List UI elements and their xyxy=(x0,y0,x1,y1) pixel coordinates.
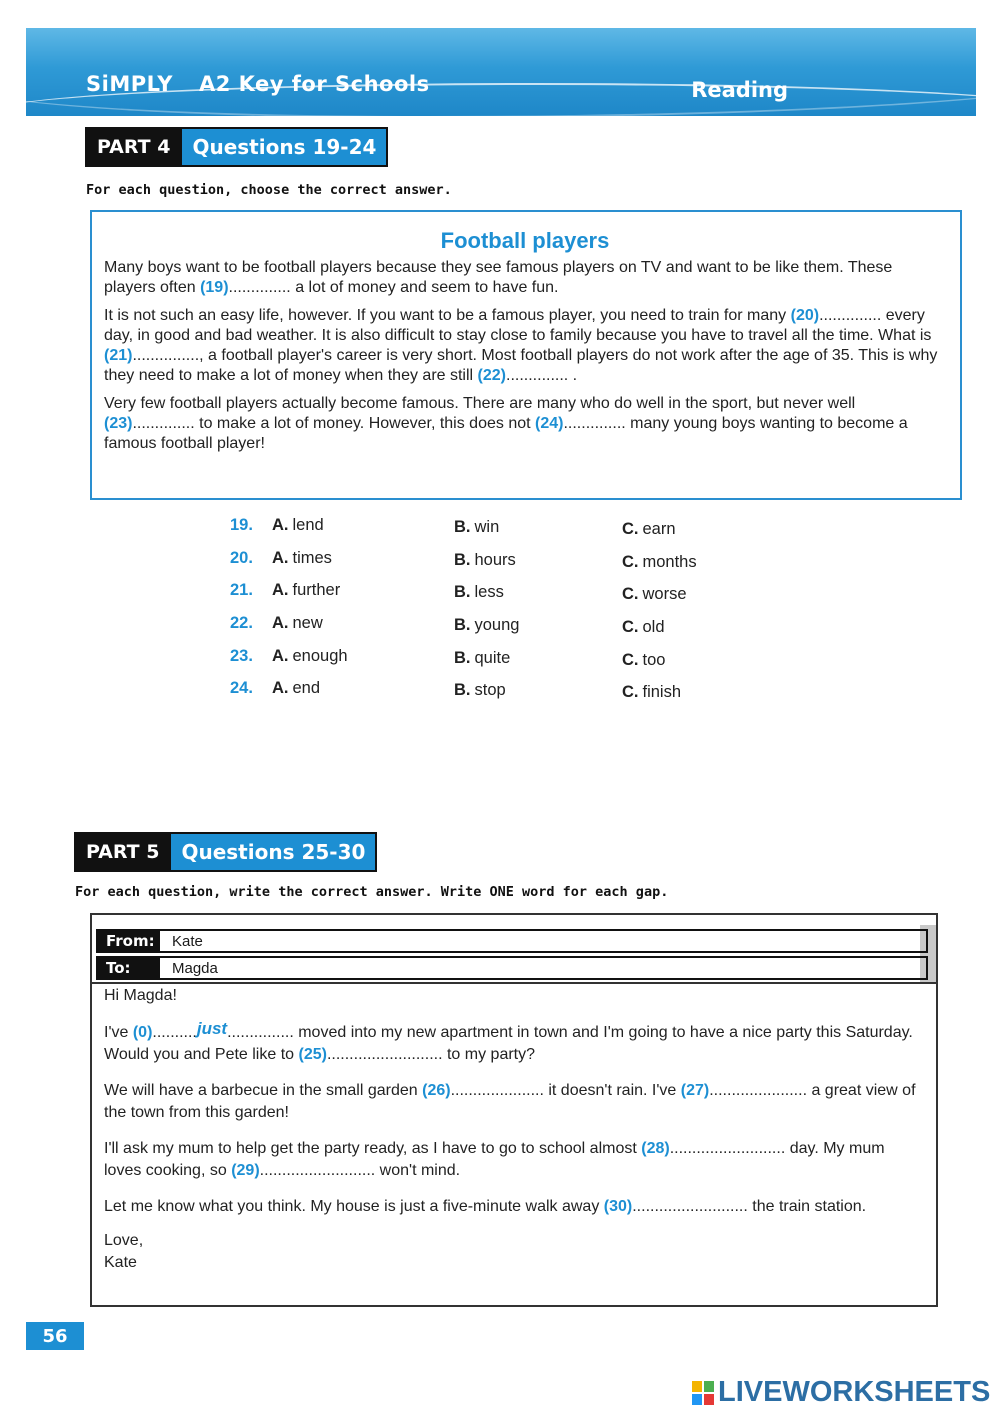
gap-20: (20) xyxy=(790,307,820,324)
input-26[interactable]: ..................... it doesn't rain. I've xyxy=(450,1082,681,1099)
option-b[interactable]: B. win xyxy=(454,518,500,536)
question-number: 24. xyxy=(230,679,253,698)
option-b[interactable]: B. young xyxy=(454,616,520,635)
email-body xyxy=(104,985,926,1274)
email-paragraph: I'll ask my mum to help get the party ready, as I have to go to school almost (28).......................... day. My mum loves cooking, so (29).......................... won't mind. xyxy=(104,1140,885,1179)
gap-29: (29) xyxy=(231,1162,260,1179)
input-30[interactable]: .......................... the train station. xyxy=(632,1198,867,1215)
question-20-options xyxy=(230,549,750,582)
gap-19: (19) xyxy=(200,279,229,296)
part4-heading xyxy=(85,127,388,167)
email-paragraph: Let me know what you think. My house is just a five-minute walk away (30).......................... the train station. xyxy=(104,1198,867,1215)
option-c[interactable]: C. finish xyxy=(622,683,682,702)
liveworksheets-icon xyxy=(692,1381,714,1405)
part4-questions-label: Questions 19-24 xyxy=(182,127,388,167)
option-a[interactable]: A. times xyxy=(272,548,332,567)
email-greeting: Hi Magda! xyxy=(104,987,177,1004)
question-23-options xyxy=(230,647,750,680)
question-number: 19. xyxy=(230,516,253,534)
liveworksheets-brand: LIVEWORKSHEETS xyxy=(718,1376,991,1408)
option-a[interactable]: A. lend xyxy=(272,516,324,534)
gap-22: (22) xyxy=(477,367,506,384)
email-to-row xyxy=(96,956,928,980)
option-a[interactable]: A. end xyxy=(272,679,321,698)
book-title xyxy=(86,72,430,96)
liveworksheets-logo[interactable] xyxy=(692,1376,990,1409)
question-number: 23. xyxy=(230,646,253,665)
option-a[interactable]: A. further xyxy=(272,581,341,600)
reading-title: Football players xyxy=(440,228,610,253)
part4-label: PART 4 xyxy=(85,127,182,167)
section-title: Reading xyxy=(691,78,788,102)
email-header-divider xyxy=(92,982,936,984)
question-24-options xyxy=(230,679,750,712)
option-c[interactable]: C. months xyxy=(622,552,697,571)
reading-paragraph: It is not such an easy life, however. If you want to be a famous player, you need to train for many (20).............. every day, in good and bad weather. It is also difficult to stay close to family because you have to travel all the time. What is (21)..............., a football player's career is very short. Most football players do not work after the age of 35. This is why they need to make a lot of money when they are still (22).............. . xyxy=(104,307,938,384)
question-number: 20. xyxy=(230,548,253,567)
option-b[interactable]: B. stop xyxy=(454,681,506,700)
gap-21: (21) xyxy=(104,347,133,364)
answer-options xyxy=(230,516,750,712)
part4-instruction: For each question, choose the correct answer. xyxy=(86,182,452,198)
reading-paragraph: Very few football players actually become famous. There are many who do well in the sport, but never well (23).............. to make a lot of money. However, this does not (24).............. many young boys wanting to become a famous football player! xyxy=(104,395,908,452)
page-number: 56 xyxy=(26,1322,84,1350)
gap-26: (26) xyxy=(422,1082,451,1099)
input-29[interactable]: .......................... won't mind. xyxy=(259,1162,461,1179)
gap-0: (0) xyxy=(132,1024,153,1041)
input-27[interactable]: ...................... a great view of the town from this garden! xyxy=(104,1082,916,1121)
gap-28: (28) xyxy=(641,1140,670,1157)
email-paragraph: We will have a barbecue in the small garden (26)..................... it doesn't rain. I've (27)...................... a great view of the town from this garden! xyxy=(104,1082,916,1121)
gap-23: (23) xyxy=(104,415,133,432)
gap-24: (24) xyxy=(535,415,564,432)
email-box xyxy=(90,913,938,1307)
email-signature: Kate xyxy=(104,1254,137,1271)
from-label: From: xyxy=(96,929,160,953)
part5-instruction: For each question, write the correct answer. Write ONE word for each gap. xyxy=(75,884,669,900)
option-c[interactable]: C. earn xyxy=(622,520,676,538)
option-b[interactable]: B. hours xyxy=(454,550,516,569)
option-b[interactable]: B. less xyxy=(454,583,504,602)
book-name: A2 Key for Schools xyxy=(198,72,430,96)
email-paragraph: I've (0)..........just............... moved into my new apartment in town and I'm going to have a nice party this Saturday. Would you and Pete like to (25).......................... to my party? xyxy=(104,1019,913,1063)
header-banner xyxy=(26,28,976,116)
reading-paragraph: Many boys want to be football players because they see famous players on TV and want to be like them. These players often (19).............. a lot of money and seem to have fun. xyxy=(104,259,893,296)
option-b[interactable]: B. quite xyxy=(454,648,511,667)
option-c[interactable]: C. too xyxy=(622,650,666,669)
reading-text-box xyxy=(90,210,962,500)
example-answer: just xyxy=(196,1019,228,1038)
from-value: Kate xyxy=(160,929,928,953)
part5-label: PART 5 xyxy=(74,832,171,872)
series-name: SiMPLY xyxy=(86,72,173,96)
question-number: 22. xyxy=(230,614,253,633)
part5-heading xyxy=(74,832,377,872)
gap-30: (30) xyxy=(603,1198,633,1215)
question-19-options xyxy=(230,516,750,549)
email-from-row xyxy=(96,929,928,953)
question-22-options xyxy=(230,614,750,647)
option-a[interactable]: A. new xyxy=(272,614,323,633)
question-number: 21. xyxy=(230,581,253,600)
part5-questions-label: Questions 25-30 xyxy=(171,832,377,872)
to-value: Magda xyxy=(160,956,928,980)
question-21-options xyxy=(230,581,750,614)
to-label: To: xyxy=(96,956,160,980)
gap-25: (25) xyxy=(298,1046,327,1063)
email-signoff: Love, Kate xyxy=(104,1232,144,1271)
option-c[interactable]: C. old xyxy=(622,618,665,637)
input-25[interactable]: .......................... to my party? xyxy=(326,1046,536,1063)
input-28[interactable]: .......................... day. My mum loves cooking, so xyxy=(104,1140,885,1179)
option-a[interactable]: A. enough xyxy=(272,646,348,665)
gap-27: (27) xyxy=(680,1082,710,1099)
option-c[interactable]: C. worse xyxy=(622,585,687,604)
